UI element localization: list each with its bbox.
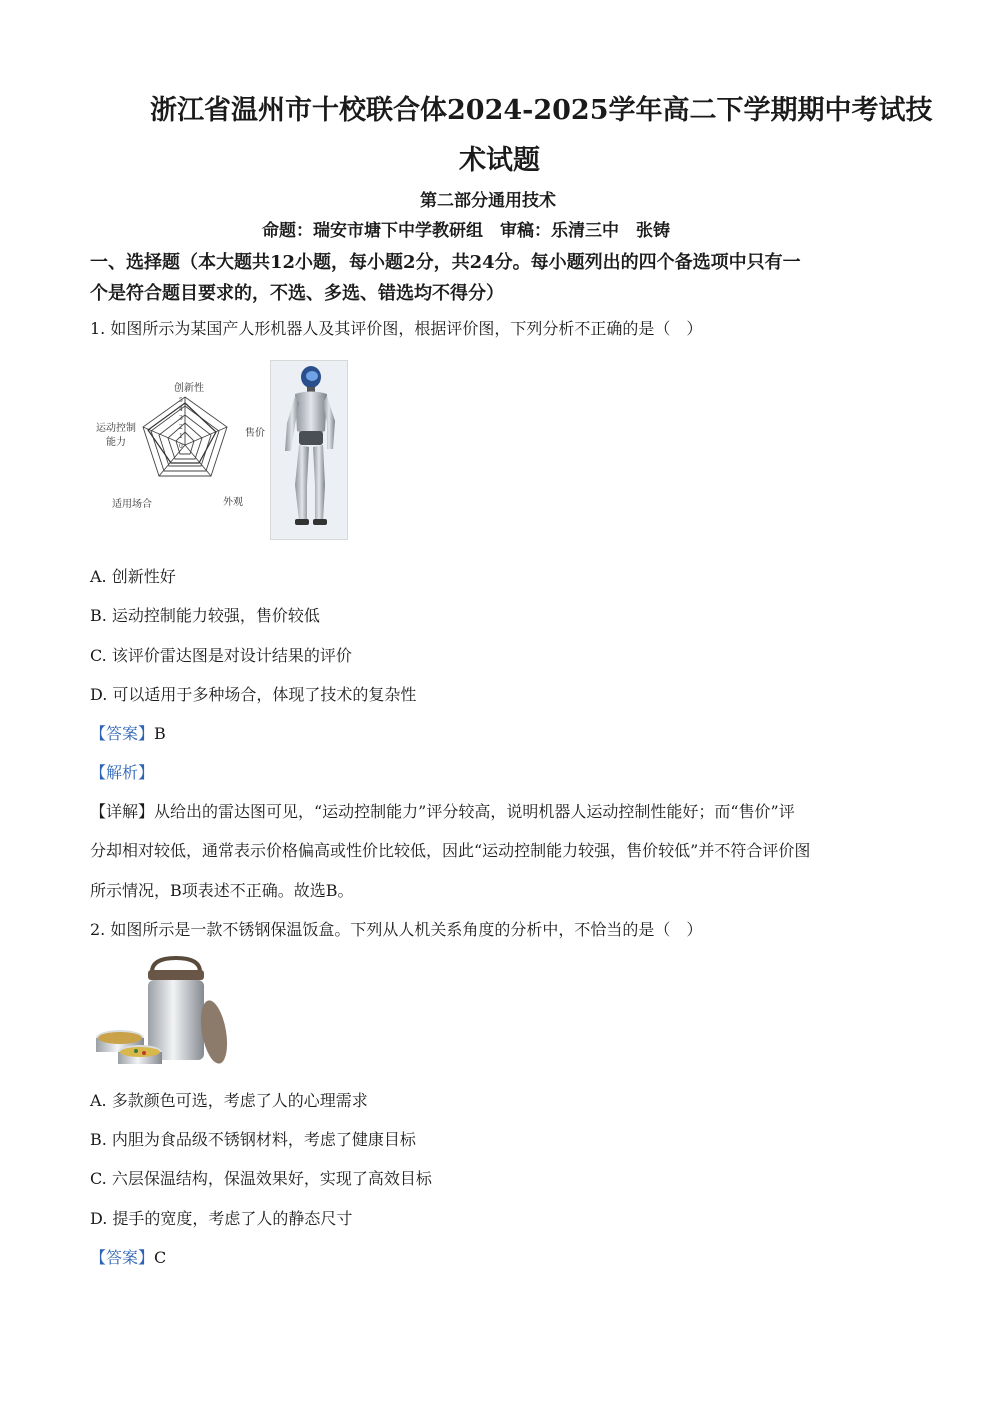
doc-title-line1: 浙江省温州市十校联合体2024-2025学年高二下学期期中考试技	[150, 95, 933, 126]
radar-axis-label-4b: 能力	[106, 437, 126, 448]
q2-option-c: C. 六层保温结构，保温效果好，实现了高效目标	[90, 1169, 432, 1188]
radar-tick-2: 2	[179, 424, 183, 431]
answer-tag: 【答案】	[90, 724, 155, 743]
q1-option-d: D. 可以适用于多种场合，体现了技术的复杂性	[90, 685, 417, 704]
authors-line: 命题：瑞安市塘下中学教研组 审稿：乐清三中 张铸	[262, 221, 670, 241]
radar-axis-label-2: 外观	[223, 497, 243, 508]
radar-axis-label-0: 创新性	[174, 383, 204, 394]
section-heading-line1: 一、选择题（本大题共12小题，每小题2分，共24分。每小题列出的四个备选项中只有一	[90, 252, 801, 273]
q1-detail-line2: 分却相对较低，通常表示价格偏高或性价比较低，因此“运动控制能力较强，售价较低”并不符合评价图	[90, 841, 811, 860]
q2-option-d: D. 提手的宽度，考虑了人的静态尺寸	[90, 1209, 353, 1228]
q1-robot-image	[270, 360, 348, 540]
q1-detail-line1: 【详解】从给出的雷达图可见，“运动控制能力”评分较高，说明机器人运动控制性能好；而“售价”评	[90, 802, 795, 821]
q2-lunchbox-image	[92, 954, 232, 1072]
radar-tick-1: 1	[179, 433, 183, 440]
q1-analysis-tag: 【解析】	[90, 763, 155, 782]
answer-value: B	[154, 724, 166, 743]
q1-stem: 1. 如图所示为某国产人形机器人及其评价图，根据评价图，下列分析不正确的是（ ）	[90, 319, 703, 338]
answer-value: C	[154, 1248, 167, 1267]
part-heading: 第二部分通用技术	[420, 191, 556, 211]
radar-axis-label-1: 售价	[245, 428, 265, 439]
radar-tick-5: 5	[179, 397, 183, 404]
q2-answer	[90, 1245, 166, 1268]
q2-option-b: B. 内胆为食品级不锈钢材料，考虑了健康目标	[90, 1130, 416, 1149]
q1-answer	[90, 721, 166, 744]
doc-title-line2: 术试题	[459, 145, 540, 176]
answer-tag: 【答案】	[90, 1248, 155, 1267]
radar-tick-4: 4	[179, 406, 183, 413]
q1-radar-chart	[92, 375, 272, 525]
q1-option-b: B. 运动控制能力较强，售价较低	[90, 606, 320, 625]
q1-option-a: A. 创新性好	[90, 567, 176, 586]
q2-option-a: A. 多款颜色可选，考虑了人的心理需求	[90, 1091, 368, 1110]
radar-tick-3: 3	[179, 415, 183, 422]
q2-stem: 2. 如图所示是一款不锈钢保温饭盒。下列从人机关系角度的分析中，不恰当的是（ ）	[90, 920, 703, 939]
q1-option-c: C. 该评价雷达图是对设计结果的评价	[90, 646, 352, 665]
section-heading-line2: 个是符合题目要求的，不选、多选、错选均不得分）	[90, 283, 504, 304]
radar-axis-label-3: 适用场合	[112, 499, 152, 510]
q1-detail-line3: 所示情况，B项表述不正确。故选B。	[90, 881, 354, 900]
radar-tick-0: 0	[179, 443, 183, 450]
radar-axis-label-4: 运动控制	[96, 423, 136, 434]
